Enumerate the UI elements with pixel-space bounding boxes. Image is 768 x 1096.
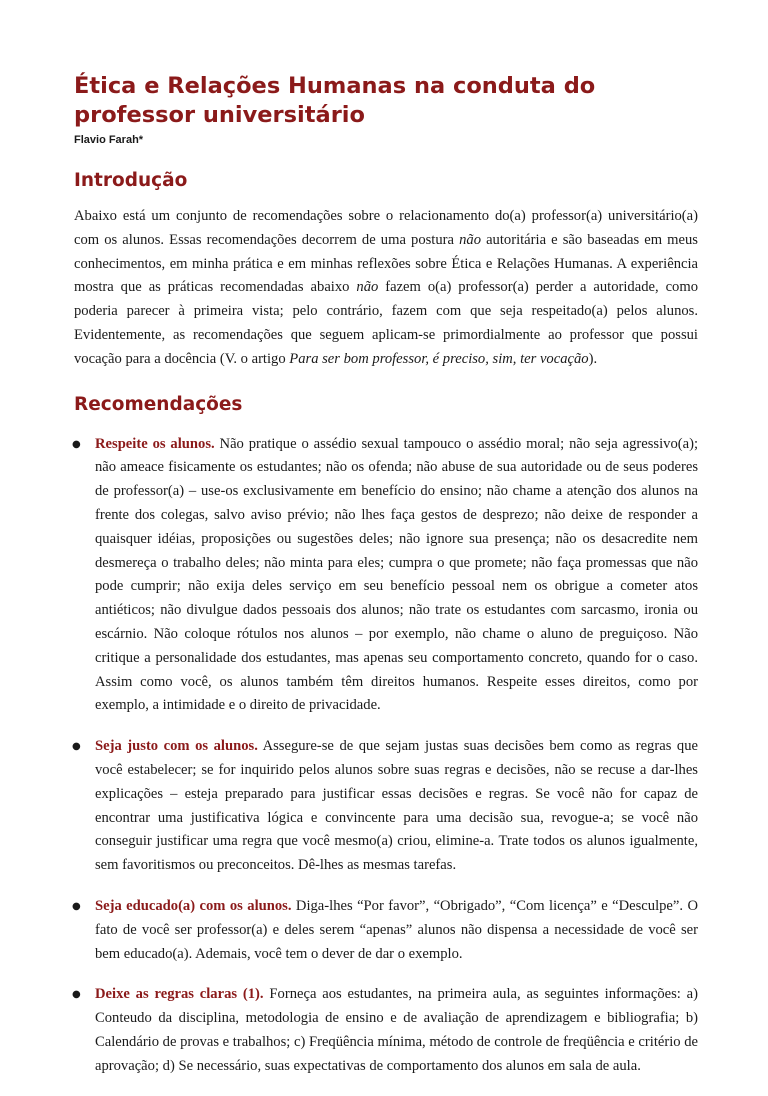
- list-item: [74, 983, 698, 1078]
- recommendation-lead: Seja educado(a) com os alunos.: [95, 897, 292, 914]
- recommendation-lead: Seja justo com os alunos.: [95, 738, 258, 755]
- intro-emphasis-1: não: [459, 231, 481, 248]
- recommendations-list: [74, 433, 698, 1079]
- recommendation-text: Não pratique o assédio sexual tampouco o assédio moral; não seja agressivo(a); não ameace fisicamente os estudantes; não os ofenda; não abuse de sua autoridade ou de seus poderes de professor(a) – use-os exclusivamente em benefício do ensino; não chame a atenção dos alunos na frente dos colegas, salvo aviso prévio; não lhes faça gestos de desprezo; não deixe de responder a quaisquer idéias, proposições ou sugestões deles; não ignore sua presença; não os desacredite nem desmereça o trabalho deles; não minta para eles; cumpra o que promete; não faça promessas que não pode cumprir; não exija deles serviço em seu benefício pessoal nem os obrigue a cometer atos antiéticos; não divulgue dados pessoais dos alunos; não trate os estudantes com sarcasmo, ironia ou escárnio. Não coloque rótulos nos alunos – por exemplo, não chame o aluno de preguiçoso. Não critique a personalidade dos estudantes, mas apenas seu comportamento concreto, quando for o caso. Assim como você, os alunos também têm direitos humanos. Respeite esses direitos, como por exemplo, a intimidade e o direito de privacidade.: [95, 435, 699, 714]
- list-item: [74, 895, 698, 966]
- document-page: [74, 72, 698, 1096]
- recommendation-text: Diga-lhes “Por favor”, “Obrigado”, “Com licença” e “Desculpe”. O fato de você ser professor(a) e deles serem “apenas” alunos não dispensa a necessidade de você ser bem educado(a). Ademais, você tem o dever de dar o exemplo.: [95, 897, 698, 962]
- bullet-icon: ●: [72, 989, 81, 1001]
- intro-text-4: ).: [588, 350, 598, 367]
- bullet-icon: ●: [72, 741, 81, 753]
- bullet-icon: ●: [72, 438, 81, 450]
- recommendations-heading: Recomendações: [74, 393, 243, 415]
- article-reference: Para ser bom professor, é preciso, sim, ter vocação: [289, 350, 589, 367]
- intro-text-1: Abaixo está um conjunto de recomendações sobre o relacionamento do(a) professor(a) universitário(a) com os alunos. Essas recomendações decorrem de uma postura: [74, 208, 698, 248]
- intro-emphasis-2: não: [356, 279, 379, 296]
- recommendation-text: Forneça aos estudantes, na primeira aula, as seguintes informações: a) Conteudo da disciplina, metodologia de ensino e de avaliação de aprendizagem e bibliografia; b) Calendário de provas e trabalhos; c) Freqüência mínima, método de controle de freqüência e critério de aprovação; d) Se necessário, suas expectativas de comportamento dos alunos em sala de aula.: [95, 986, 699, 1074]
- intro-text-3: fazem o(a) professor(a) perder a autoridade, como poderia parecer à primeira vista; pelo contrário, fazem com que seja respeitado(a) pelos alunos. Evidentemente, as recomendações que seguem aplicam-se primordialmente ao professor que possui vocação para a docência (V. o artigo: [74, 279, 698, 367]
- bullet-icon: ●: [72, 900, 81, 912]
- intro-heading: Introdução: [74, 170, 188, 191]
- recommendation-text: Assegure-se de que sejam justas suas decisões bem como as regras que você estabelecer; se for inquirido pelos alunos sobre suas regras e decisões, não se recuse a dar-lhes explicações – esteja preparado para justificar essas decisões e regras. Se você não for capaz de encontrar uma justificativa lógica e convincente para uma decisão sua, revogue-a; se você não conseguir justificar uma regra que você mesmo(a) criou, elimine-a. Trate todos os alunos igualmente, sem favoritismos ou preconceitos. Dê-lhes as mesmas tarefas.: [95, 738, 698, 874]
- author-name: Flavio Farah*: [74, 134, 144, 146]
- list-item: [74, 433, 698, 719]
- recommendation-lead: Deixe as regras claras (1).: [95, 986, 264, 1003]
- intro-text-2: autoritária e são baseadas em meus conhecimentos, em minha prática e em minhas reflexões sobre Ética e Relações Humanas. A experiência mostra que as práticas recomendadas abaixo: [74, 231, 698, 296]
- document-title: Ética e Relações Humanas na conduta do professor universitário: [74, 73, 596, 128]
- recommendation-lead: Respeite os alunos.: [95, 435, 215, 452]
- list-item: [74, 735, 698, 878]
- intro-paragraph: [74, 205, 698, 372]
